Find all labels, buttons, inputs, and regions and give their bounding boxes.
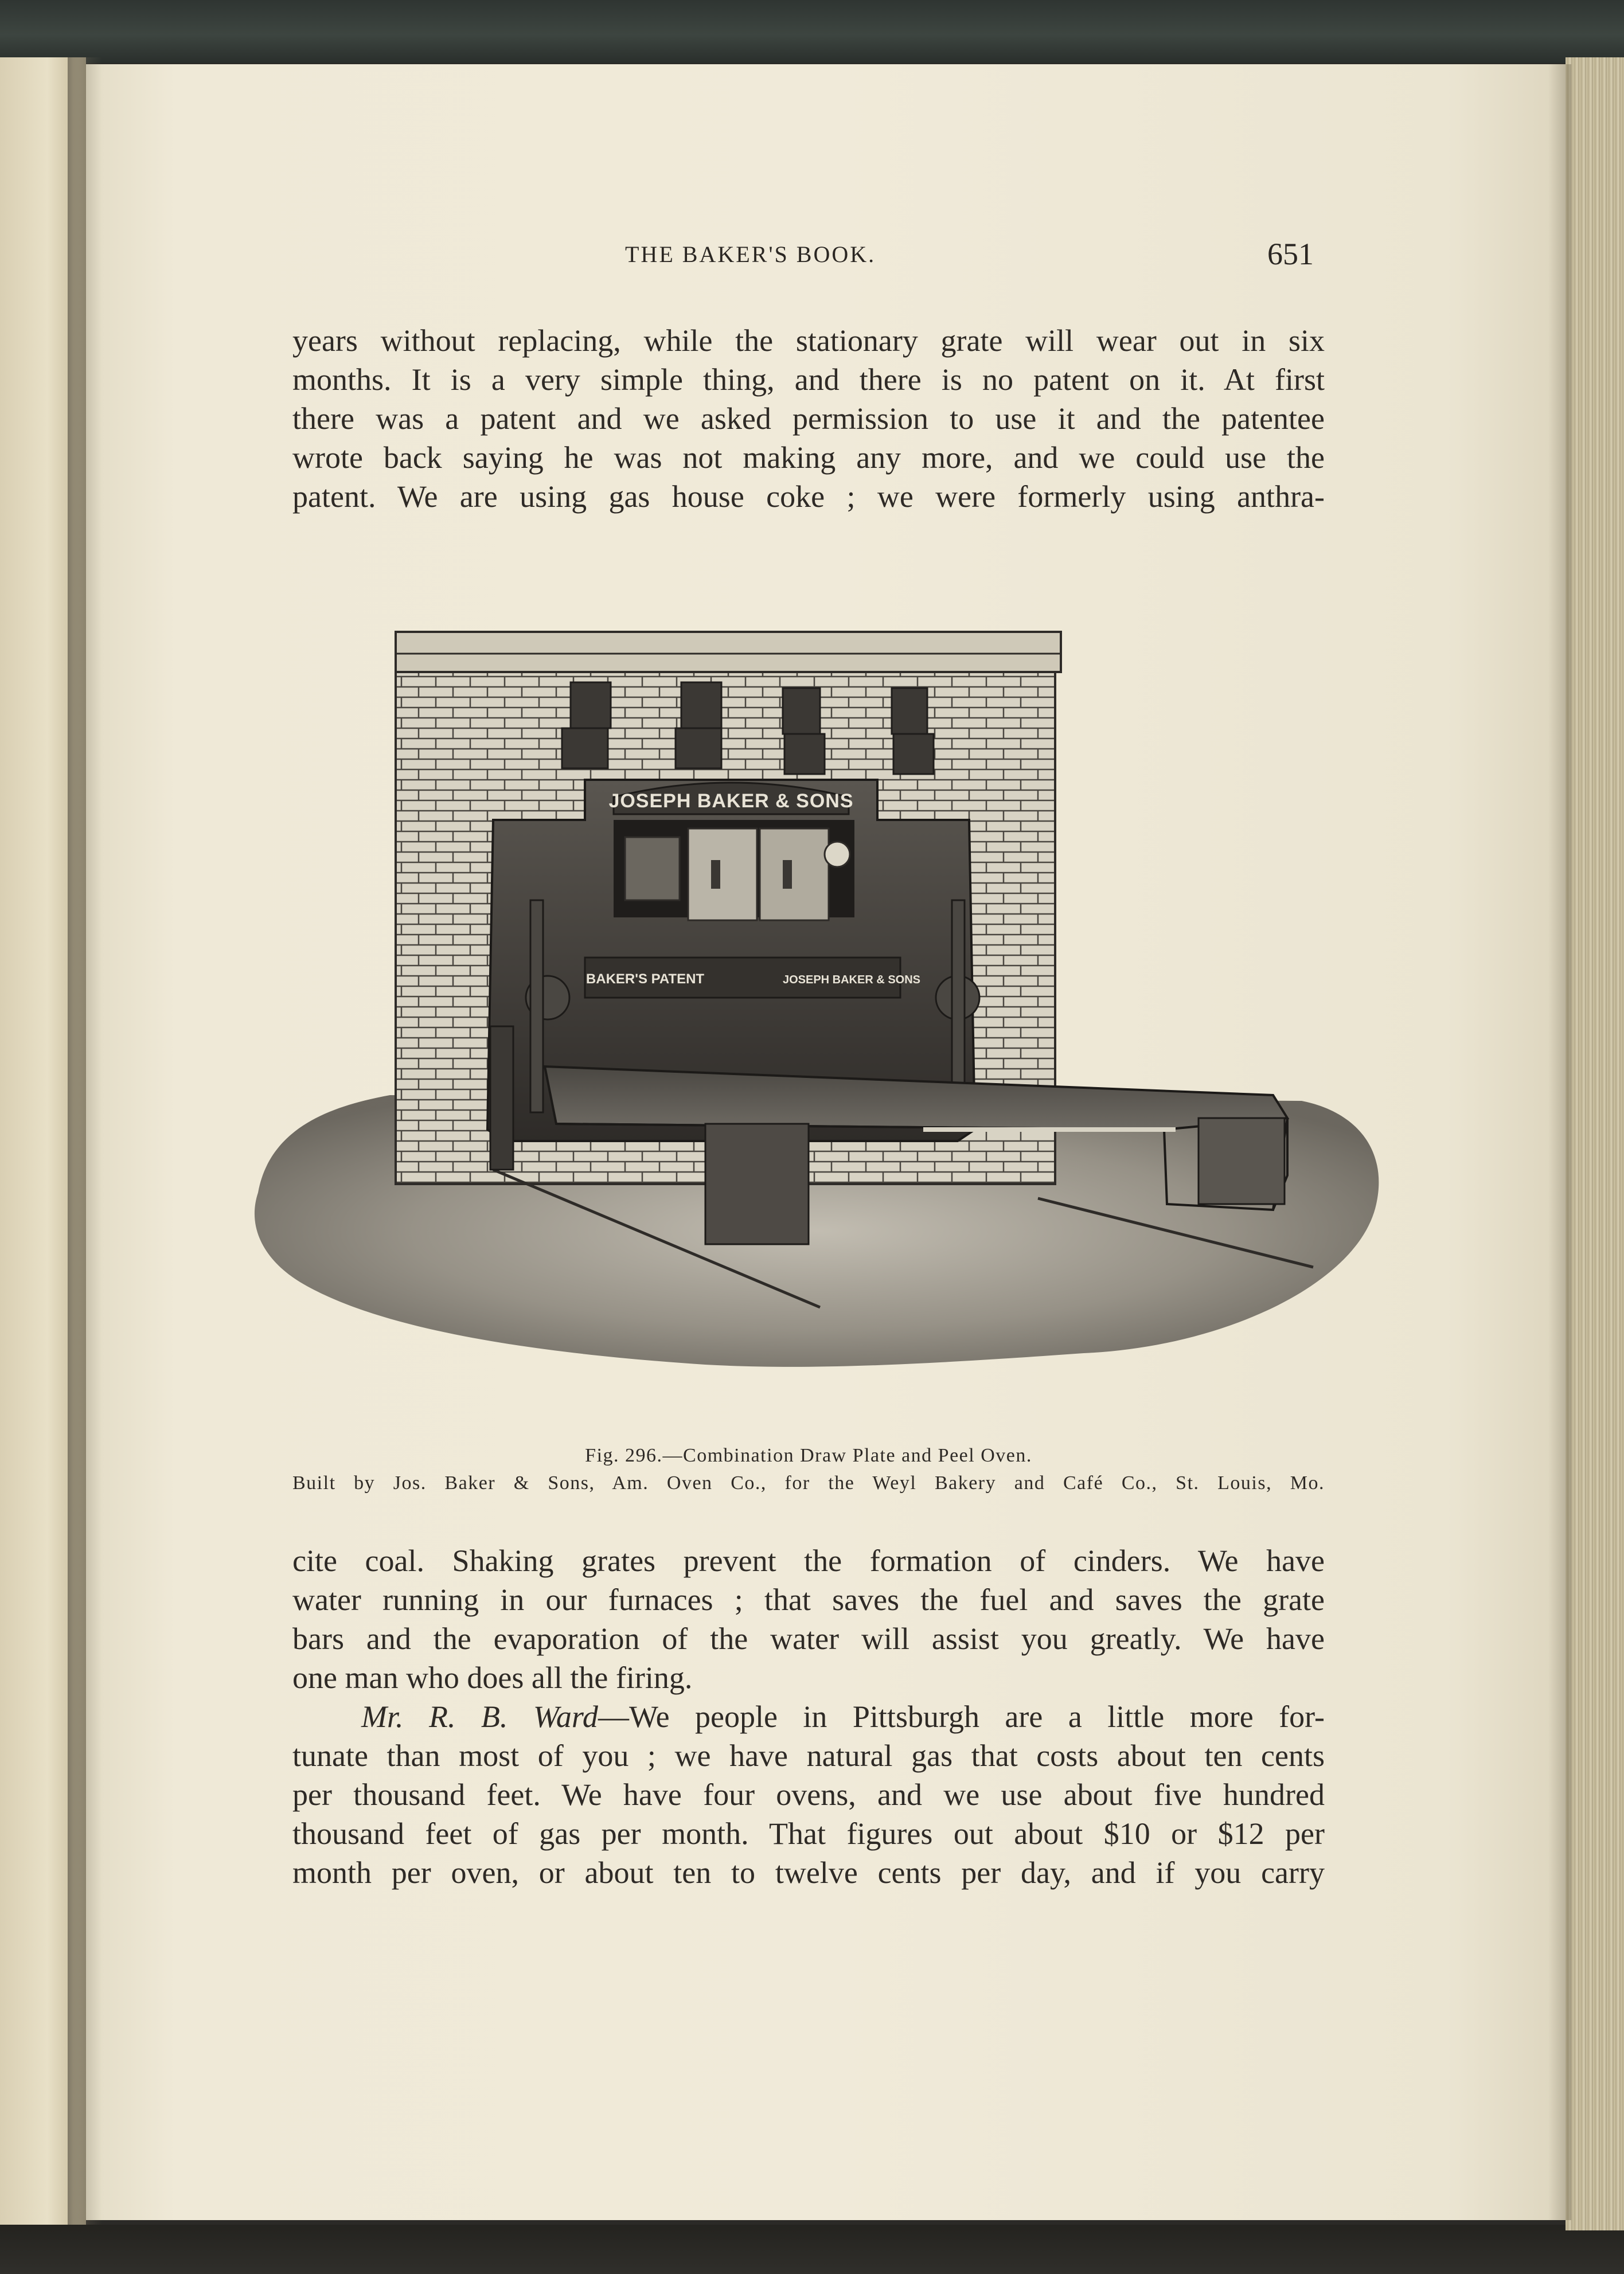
figure-caption-title: Fig. 296.—Combination Draw Plate and Peel Oven.	[585, 1445, 1032, 1466]
running-title: THE BAKER'S BOOK.	[625, 241, 876, 267]
plate-left-text: BAKER'S PATENT	[585, 971, 705, 987]
speaker-line	[292, 1697, 1325, 1736]
speaker-name: Mr. R. B. Ward	[361, 1699, 598, 1734]
text-line: bars and the evaporation of the water will assist you greatly. We have	[292, 1622, 1325, 1656]
text-line: month per oven, or about ten to twelve cents per day, and if you carry	[292, 1855, 1325, 1890]
book-cover-top	[0, 0, 1624, 63]
book-cover-bottom	[0, 2225, 1624, 2274]
figure-caption-credit: Built by Jos. Baker & Sons, Am. Oven Co., for the Weyl Bakery and Café Co., St. Louis, Mo.	[292, 1472, 1325, 1494]
text-line: wrote back saying he was not making any more, and we could use the	[292, 440, 1325, 475]
page-edge-shadow	[1548, 64, 1571, 2220]
plate-right-text: JOSEPH BAKER & SONS	[782, 974, 921, 986]
text-line: years without replacing, while the stationary grate will wear out in six	[292, 323, 1325, 358]
page-stack-edges	[1566, 57, 1624, 2230]
gutter-shadow	[68, 57, 102, 2225]
text-line: thousand feet of gas per month. That figures out about $10 or $12 per	[292, 1816, 1325, 1851]
text-line: there was a patent and we asked permission to use it and the patentee	[292, 401, 1325, 436]
text-line: months. It is a very simple thing, and there is no patent on it. At first	[292, 362, 1325, 397]
oven-sign-text: JOSEPH BAKER & SONS	[608, 790, 854, 812]
oven-door-left	[688, 829, 757, 920]
text-line: one man who does all the firing.	[292, 1660, 693, 1695]
paragraph-top	[292, 321, 1325, 516]
page-number: 651	[1267, 237, 1314, 271]
oven-door-right	[760, 829, 829, 920]
oven-illustration	[235, 625, 1393, 1428]
wall-cornice	[396, 632, 1061, 672]
paragraph-bottom	[292, 1541, 1325, 1892]
text-line: patent. We are using gas house coke ; we were formerly using anthra-	[292, 479, 1325, 514]
text-line: water running in our furnaces ; that saves the fuel and saves the grate	[292, 1583, 1325, 1617]
text-line: per thousand feet. We have four ovens, and we use about five hundred	[292, 1777, 1325, 1812]
text-line: cite coal. Shaking grates prevent the formation of cinders. We have	[292, 1544, 1325, 1578]
speaker-line-text: —We people in Pittsburgh are a little more for-	[598, 1699, 1325, 1734]
text-line: tunate than most of you ; we have natural gas that costs about ten cents	[292, 1738, 1325, 1773]
